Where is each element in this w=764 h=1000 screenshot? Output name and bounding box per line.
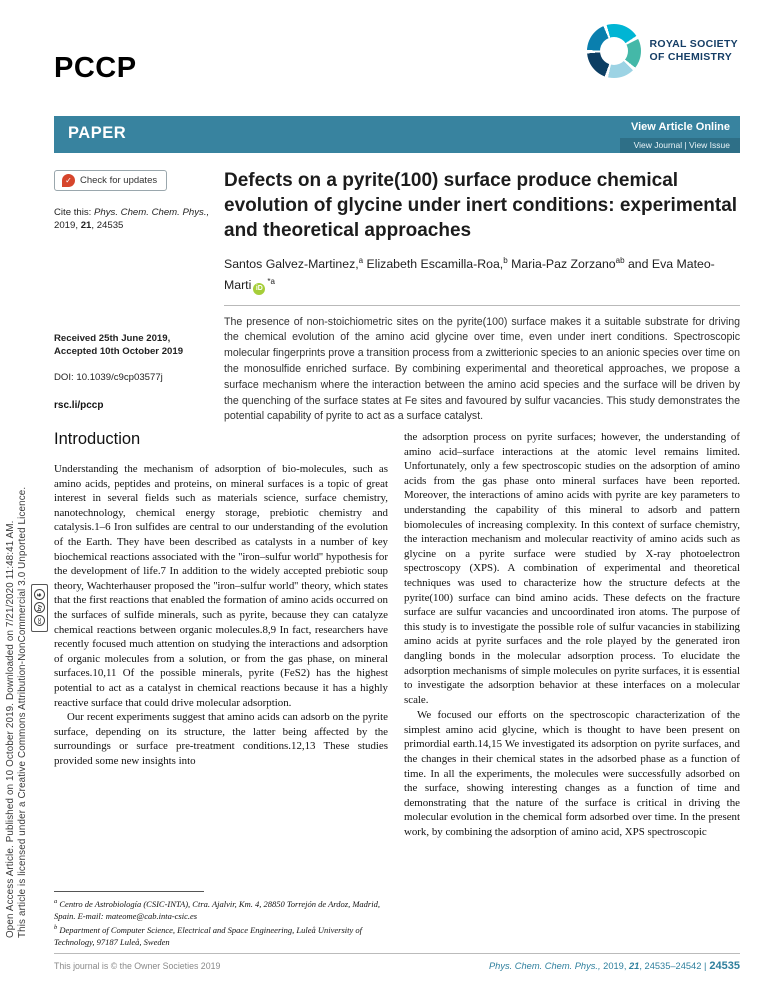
received-accepted-dates: [54, 332, 183, 358]
cite-year: 2019,: [54, 220, 81, 231]
author-list: [224, 252, 740, 295]
citation-line: [54, 206, 212, 232]
footnote-b-marker: b: [54, 924, 58, 932]
accepted-date: Accepted 10th October 2019: [54, 346, 184, 357]
body-paragraph: We focused our efforts on the spectroscopic characterization of the simplest amino acid glycine, which is thought to have been present on primordial earth.14,15 We investigated its adsorption on pyrite surfaces, and the changes in their chemical states in the adsorbed phase as a function of time. In all the experiments, the molecules were successfully adsorbed on the surface, showing interesting changes as a function of time and demonstrating that the nature of the surface is critical in driving the molecular evolution in the chemical form adsorbed over time. In the present work, by combining the adsorption of amino acid, XPS spectroscopic: [404, 709, 740, 839]
footnotes: [54, 887, 388, 948]
rsc-logo: [587, 24, 738, 78]
paper-banner: [54, 116, 740, 153]
view-article-online-link[interactable]: View Article Online: [630, 121, 730, 133]
footnote-divider: [54, 891, 204, 892]
footer-page-number: 24535: [709, 960, 740, 972]
cite-volume: 21: [80, 220, 92, 231]
footnote-b-text: Department of Computer Science, Electrical and Space Engineering, Luleå University of Technology, 97187 Luleå, Sweden: [54, 925, 363, 947]
section-heading-introduction: Introduction: [54, 430, 141, 448]
author-4-affiliation: *a: [267, 277, 275, 287]
author-2-affiliation: b: [503, 256, 508, 265]
author-3-affiliation: ab: [615, 256, 625, 265]
cc-icon: cc: [34, 616, 45, 627]
article-head: [224, 168, 740, 425]
cc-by-nc-badge: [31, 584, 48, 632]
author-2: Elizabeth Escamilla-Roa,: [363, 257, 504, 272]
abstract-text: The presence of non-stoichiometric sites on the pyrite(100) surface makes it a suitable substrate for driving the chemical evolution of the amino acid glycine over time, even under inert conditions. Spectroscopic molecular fingerprints prove a transition process from a zwitterionic species to an anionic species over time on the monosulfide enriched surface. By combining experimental and theoretical approaches, we propose a surface mechanism where the interaction between the amino acid species and the surface will be driven by the quenching of the surface states at Fe sites and favoured by sulfur vacancies. This study demonstrates the potential capability of pyrite to act as a surface catalyst.: [224, 315, 740, 423]
open-access-sideband-text: Open Access Article. Published on 10 October 2019. Downloaded on 7/21/2020 11:48:41 AM.: [5, 520, 16, 938]
footnote-a-marker: a: [54, 898, 58, 906]
author-3: Maria-Paz Zorzano: [507, 257, 616, 272]
cc-nc-icon: $: [34, 590, 45, 601]
body-paragraph: Understanding the mechanism of adsorption of bio-molecules, such as amino acids, peptides and proteins, on mineral surfaces is a topic of great interest in several fields such as materials science, surface chemistry, nanotechnology, chemical energy storage, prebiotic chemistry and catalysis.1–6 Iron sulfides are central to our understanding of the evolution of the Earth. They have been described as catalysts in a number of key biochemical reactions associated with the ''iron–sulfur world'' hypothesis for the development of life.7 In addition to the widely accepted prebiotic soup theory, Wachterhauser proposed the ''iron–sulfur world'' theory, which states that the first reactions that enabled the formation of amino acids occurred on the surfaces of sulfide minerals, such as pyrite, because they can catalyze chemical reactions between organic molecules.8,9 In fact, researchers have recently focused much attention on studying the interactions and adsorption of organic molecules from a solution, or from the gas phase, on mineral surfaces.10,11 Of the possible minerals, pyrite (FeS2) has the highest potential to act as a catalyst in chemical reactions because it has a highly reactive surface that could drive molecular adsorption.: [54, 463, 388, 709]
footer-copyright: This journal is © the Owner Societies 2019: [54, 961, 221, 971]
rsc-wordmark-line2: OF CHEMISTRY: [649, 51, 733, 63]
paper-type-label: PAPER: [68, 124, 127, 142]
footnote-a-text: Centro de Astrobiología (CSIC-INTA), Ctra. Ajalvir, Km. 4, 28850 Torrejón de Ardoz, Madrid, Spain. E-mail: mateome@cab.inta-csic.es: [54, 899, 380, 921]
check-for-updates-label: Check for updates: [80, 175, 158, 186]
author-1-affiliation: a: [358, 256, 364, 265]
author-1: Santos Galvez-Martinez,: [224, 257, 359, 272]
rsc-ring-icon: [587, 24, 641, 78]
footer-divider: [54, 953, 740, 954]
article-title: Defects on a pyrite(100) surface produce chemical evolution of glycine under inert conditions: experimental and theoretical approaches: [224, 170, 738, 241]
footer-volume: 21: [629, 961, 640, 971]
metadata-sidebar: [54, 170, 212, 411]
doi-line: DOI: 10.1039/c9cp03577j: [54, 372, 163, 383]
check-for-updates-button[interactable]: [54, 170, 167, 191]
body-column-right: [404, 430, 740, 948]
journal-url-link[interactable]: rsc.li/pccp: [54, 400, 104, 411]
body-paragraph: the adsorption process on pyrite surfaces; however, the understanding of amino acid–surface interactions at the atomic level remains limited. Unfortunately, only a few spectroscopic studies on the adsorption of amino acids from the gas phase onto mineral surfaces have been reported. Moreover, the interactions of amino acids with pyrite are key parameters to understanding the capability of this mineral to adsorb and pattern biomolecules of increasing complexity. In this context of surface chemistry, the interaction mechanism and molecular reactivity of amino acids such as glycine on a pyrite surface were studied by X-ray photoelectron spectroscopy (XPS). A combination of experimental and theoretical techniques was used to characterize how the structure defects at the pyrite(100) surface can bind amino acids. These defects on the fracture surface are sulfur vacancies and uncoordinated iron atoms. The purpose of this study is to investigate the possible role of sulfur vacancies in stabilizing amino acids at pyrite surfaces and the role played by the generated iron dangling bonds in the molecular adsorption process. To elucidate the adsorption mechanisms of simple molecules on pyrite surfaces, it is essential to investigate the adsorption behavior at these interfaces on a molecular scale.: [404, 431, 740, 706]
body-column-left: [54, 430, 388, 948]
crossmark-icon: ✓: [62, 174, 75, 187]
page-footer: [54, 960, 740, 972]
body-paragraph: Our recent experiments suggest that amino acids can adsorb on the pyrite surface, depending on its structure, the latter being affected by the surroundings or surface pre-treatment conditions.12,13 These studies provided some new insights into: [54, 711, 388, 767]
cc-by-icon: by: [34, 603, 45, 614]
view-journal-issue-links[interactable]: View Journal | View Issue: [620, 138, 740, 153]
cite-prefix: Cite this:: [54, 207, 94, 218]
rsc-wordmark-line1: ROYAL SOCIETY: [649, 38, 738, 50]
footer-year: 2019,: [600, 961, 630, 971]
cite-journal-name: Phys. Chem. Chem. Phys.,: [94, 207, 210, 218]
journal-logo: PCCP: [54, 52, 137, 84]
footnote-a: [54, 896, 388, 922]
author-4: and Eva Mateo-Marti: [224, 257, 715, 293]
footer-pages: , 24535–24542 |: [639, 961, 707, 971]
license-sideband-text: This article is licensed under a Creative Commons Attribution-NonCommercial 3.0 Unported Licence.: [17, 486, 28, 938]
received-date: Received 25th June 2019,: [54, 333, 171, 344]
rsc-wordmark: [649, 38, 738, 64]
footer-citation: [489, 960, 740, 972]
orcid-icon[interactable]: iD: [253, 283, 265, 295]
head-divider: [224, 305, 740, 306]
footer-journal-name: Phys. Chem. Chem. Phys.,: [488, 961, 601, 971]
cite-pages: , 24535: [91, 220, 124, 231]
footnote-b: [54, 922, 388, 948]
